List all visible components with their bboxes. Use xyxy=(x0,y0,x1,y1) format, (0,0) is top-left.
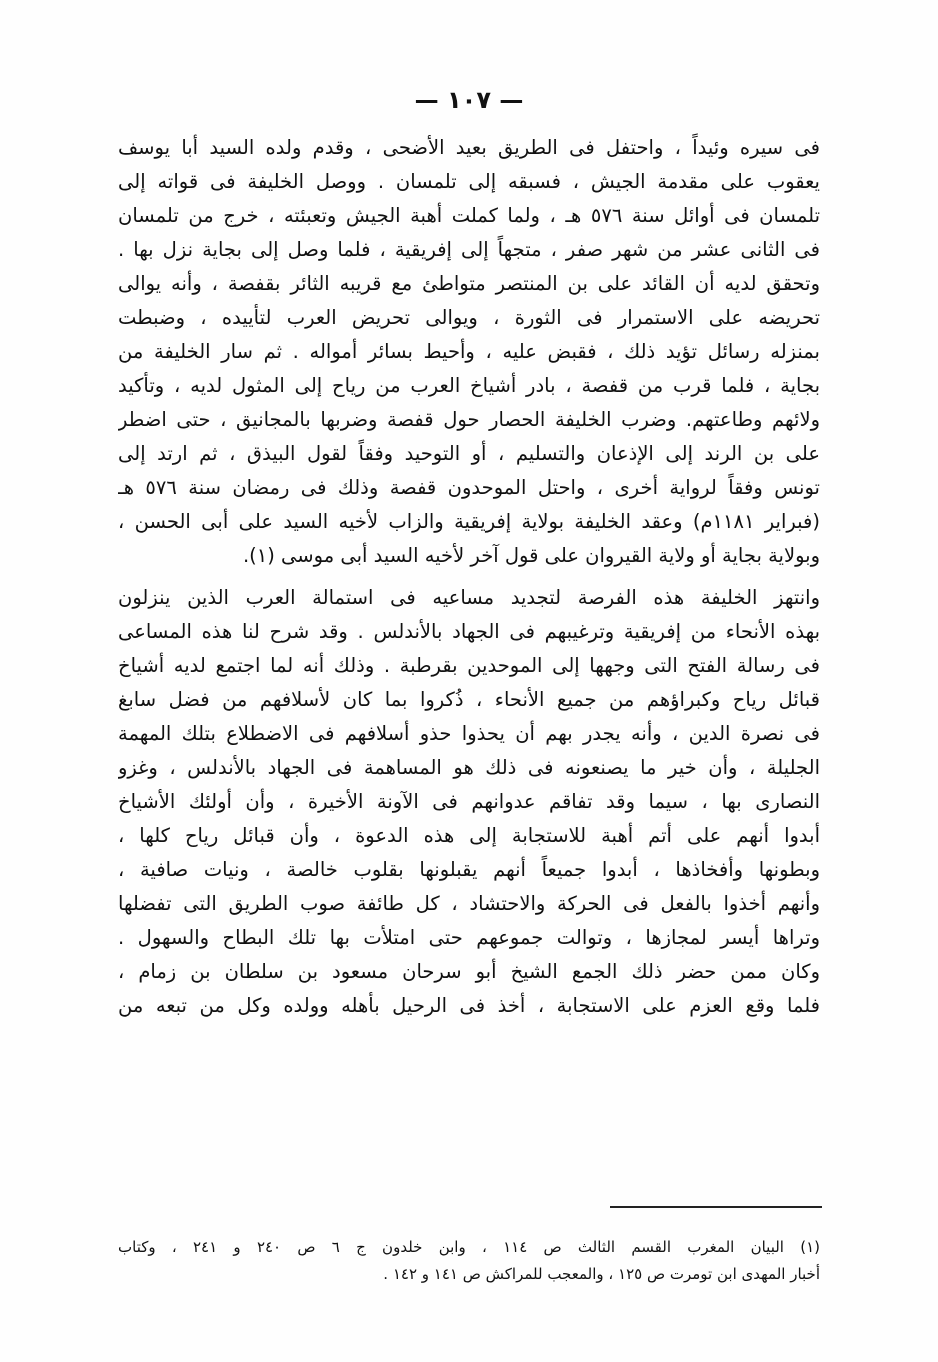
text-line: وتراها أيسر لمجازها ، وتوالت جموعهم حتى امتلأت بها تلك البطاح والسهول . xyxy=(118,926,820,949)
text-line: تلمسان فى أوائل سنة ٥٧٦ هـ ، ولما كملت أهبة الجيش وتعبئته ، خرج من تلمسان xyxy=(118,204,820,227)
text-line: قبائل رياح وكبراؤهم من جميع الأنحاء ، ذُكروا بما كان لأسلافهم من فضل سابغ xyxy=(118,688,820,711)
text-line: النصارى بها ، سيما وقد تفاقم عدوانهم فى الآونة الأخيرة ، وأن أولئك الأشياخ xyxy=(118,790,820,813)
text-line: بجاية ، فلما قرب من قفصة ، بادر أشياخ العرب من رياح إلى المثول لديه ، وتأكيد xyxy=(118,374,820,397)
main-text xyxy=(118,131,820,1023)
text-line: (فبراير ١١٨١م) وعقد الخليفة بولاية إفريقية والزاب لأخيه السيد على أبى الحسن ، xyxy=(118,510,820,533)
text-line: وبطونها وأفخاذها ، أبدوا جميعاً أنهم يقبلونها بقلوب خالصة ، ونيات صافية ، xyxy=(118,858,820,881)
text-line: فلما وقع العزم على الاستجابة ، أخذ فى الرحيل بأهله وولده وكل من تبعه من xyxy=(118,994,820,1017)
footnote-line: (١) البيان المغرب القسم الثالث ص ١١٤ ، وابن خلدون ج ٦ ص ٢٤٠ و ٢٤١ ، وكتاب xyxy=(118,1238,820,1256)
text-line: وبولاية بجاية أو ولاية القيروان على قول آخر لأخيه السيد أبى موسى (١). xyxy=(242,544,820,567)
paragraph-gap xyxy=(118,573,820,581)
paragraph xyxy=(118,581,820,1023)
footnote-separator xyxy=(610,1206,822,1208)
footnotes xyxy=(118,1234,820,1288)
text-line: وانتهز الخليفة هذه الفرصة لتجديد مساعيه فى استمالة العرب الذين ينزلون xyxy=(118,586,820,609)
text-line: أبدوا أنهم على أتم أهبة للاستجابة إلى هذه الدعوة ، وأن قبائل رياح كلها ، xyxy=(118,824,820,847)
text-line: الجليلة ، وأن خير ما يصنعونه فى ذلك هو المساهمة فى الجهاد بالأندلس ، وغزو xyxy=(118,756,820,779)
text-line: على بن الرند إلى الإذعان والتسليم ، أو التوحيد وفقاً لقول البيذق ، ثم ارتد إلى xyxy=(118,442,820,465)
text-line: تحريضه على الاستمرار فى الثورة ، ويوالى تحريض العرب لتأييده ، وضبطت xyxy=(118,306,820,329)
text-line: وكان ممن حضر ذلك الجمع الشيخ أبو سرحان مسعود بن سلطان بن زمام ، xyxy=(118,960,820,983)
text-line: يعقوب على مقدمة الجيش ، فسبقه إلى تلمسان . ووصل الخليفة فى قواته إلى xyxy=(118,170,820,193)
footnote-line: أخبار المهدى ابن تومرت ص ١٢٥ ، والمعجب للمراكش ص ١٤١ و ١٤٢ . xyxy=(383,1265,820,1283)
text-line: تونس وفقاً لرواية أخرى ، واحتل الموحدون قفصة وذلك فى رمضان سنة ٥٧٦ هـ xyxy=(118,476,820,499)
text-line: وتحقق لديه أن القائد على بن المنتصر متواطئ مع قريبه الثائر بقفصة ، وأنه يوالى xyxy=(118,272,820,295)
text-line: بهذه الأنحاء من إفريقية وترغيبهم فى الجهاد بالأندلس . وقد شرح لنا هذه المساعى xyxy=(118,620,820,643)
text-line: فى الثانى عشر من شهر صفر ، متجهاً إلى إفريقية ، فلما وصل إلى بجاية نزل بها . xyxy=(118,238,820,261)
text-line: ولائهم وطاعتهم. وضرب الخليفة الحصار حول قفصة وضربها بالمجانيق ، حتى اضطر xyxy=(118,408,820,431)
text-line: بمنزله رسائل تؤيد ذلك ، فقبض عليه ، وأحيط بسائر أمواله . ثم سار الخليفة من xyxy=(118,340,820,363)
text-line: فى نصرة الدين ، وأنه يجدر بهم أن يحذوا حذو أسلافهم فى الاضطلاع بتلك المهمة xyxy=(118,722,820,745)
text-line: فى سيره وئيداً ، واحتفل فى الطريق بعيد الأضحى ، وقدم ولده السيد أبا يوسف xyxy=(118,136,820,159)
text-line: وأنهم أخذوا بالفعل فى الحركة والاحتشاد ، كل طائفة صوب الطريق التى تفضلها xyxy=(118,892,820,915)
text-line: فى رسالة الفتح التى وجهها إلى الموحدين بقرطبة . وذلك أنه لما اجتمع لديه أشياخ xyxy=(118,654,820,677)
page-number: — ١٠٧ — xyxy=(414,86,524,114)
paragraph xyxy=(118,131,820,573)
